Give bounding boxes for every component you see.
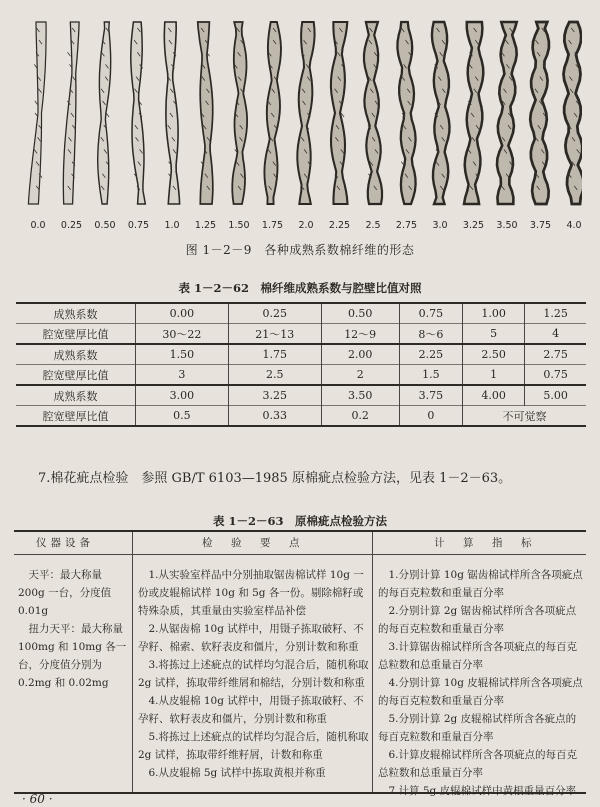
- row-label: 成熟系数: [16, 303, 136, 324]
- index-item: 5.分别计算 2g 皮辊棉试样所含各疵点的每百克粒数和重量百分率: [378, 713, 577, 743]
- fiber-shape: [497, 22, 517, 204]
- table-cell: 30～22: [136, 324, 229, 345]
- table63: [14, 530, 586, 797]
- table-cell: 3.75: [399, 385, 462, 406]
- index-item: 4.分别计算 10g 皮辊棉试样所含各项疵点的每百克粒数和重量百分率: [378, 677, 583, 707]
- table62: [16, 302, 586, 427]
- equipment-item: 天平：最大称量 200g 一台，分度值 0.01g: [18, 569, 112, 617]
- row-label: 成熟系数: [16, 344, 136, 365]
- table-cell: 不可觉察: [463, 406, 586, 427]
- table63-divider: [372, 532, 373, 792]
- fiber-shape: [232, 22, 247, 204]
- table-cell: 0.50: [321, 303, 399, 324]
- fiber-label: 1.75: [261, 220, 284, 231]
- table-cell: 0: [399, 406, 462, 427]
- table63-header: [14, 532, 586, 555]
- index-item: 2.分别计算 2g 锯齿棉试样所含各项疵点的每百克粒数和重量百分率: [378, 605, 577, 635]
- table-cell: 2.5: [228, 365, 321, 386]
- row-label: 成熟系数: [16, 385, 136, 406]
- fiber-shape: [364, 22, 382, 204]
- table-cell: 2.50: [463, 344, 525, 365]
- maturity-row: [16, 344, 586, 365]
- table-cell: 21～13: [228, 324, 321, 345]
- fiber-label: 0.75: [127, 220, 150, 231]
- fiber-shape: [264, 22, 281, 204]
- table63-header-indices: 计 算 指 标: [434, 537, 536, 549]
- table63-col-indices: [378, 566, 584, 800]
- point-item: 3.将拣过上述疵点的试样均匀混合后，随机称取 2g 试样，拣取带纤维屑和棉结，分别计数和称重: [138, 659, 369, 689]
- index-item: 7.计算 5g 皮辊棉试样中黄根重量百分率: [388, 785, 577, 797]
- table63-col-equipment: [18, 566, 130, 692]
- table-cell: 3.25: [228, 385, 321, 406]
- table-cell: 0.25: [228, 303, 321, 324]
- maturity-row: [16, 303, 586, 324]
- section7-text: 7.棉花疵点检验 参照 GB/T 6103—1985 原棉疵点检验方法，见表 1－2－63。: [38, 471, 512, 486]
- point-item: 5.将拣过上述疵点的试样均匀混合后，随机称取 2g 试样，拣取带纤维籽屑，计数和称重: [138, 731, 369, 761]
- point-item: 4.从皮辊棉 10g 试样中，用镊子拣取破籽、不孕籽、软籽表皮和僵片，分别计数和称重: [138, 695, 364, 725]
- fiber-label: 0.0: [30, 220, 46, 231]
- index-item: 1.分别计算 10g 锯齿棉试样所含各项疵点的每百克粒数和重量百分率: [378, 569, 583, 599]
- table-cell: 3: [136, 365, 229, 386]
- row-label: 腔宽壁厚比值: [16, 365, 136, 386]
- fiber-shape: [564, 22, 583, 204]
- fiber-label: 3.25: [462, 220, 485, 231]
- table-cell: 4: [525, 324, 586, 345]
- table-cell: 5.00: [525, 385, 586, 406]
- table63-divider: [132, 532, 133, 792]
- fiber-label: 1.25: [194, 220, 217, 231]
- row-label: 腔宽壁厚比值: [16, 324, 136, 345]
- table-cell: 0.2: [321, 406, 399, 427]
- fiber-shape: [397, 22, 415, 204]
- fiber-label: 1.50: [228, 220, 250, 231]
- table-cell: 0.5: [136, 406, 229, 427]
- table63-header-equipment: 仪器设备: [36, 537, 94, 549]
- index-item: 3.计算锯齿棉试样所含各项疵点的每百克总粒数和总重量百分率: [378, 641, 578, 671]
- point-item: 6.从皮辊棉 5g 试样中拣取黄根并称重: [148, 767, 326, 779]
- table-cell: 2: [321, 365, 399, 386]
- fiber-label: 1.0: [164, 220, 180, 231]
- fiber-shape: [432, 22, 450, 204]
- equipment-item: 扭力天平：最大称量 100mg 和 10mg 各一台，分度值分别为 0.2mg 和 0.02mg: [18, 623, 127, 689]
- fiber-label: 3.0: [432, 220, 448, 231]
- fiber-label: 0.25: [60, 220, 83, 231]
- maturity-row: [16, 385, 586, 406]
- table-cell: 3.00: [136, 385, 229, 406]
- fiber-shape: [464, 22, 483, 204]
- table-cell: 0.00: [136, 303, 229, 324]
- fiber-label: 2.75: [395, 220, 418, 231]
- table-cell: 12～9: [321, 324, 399, 345]
- table-cell: 2.75: [525, 344, 586, 365]
- table-cell: 1.25: [525, 303, 586, 324]
- table-cell: 1: [463, 365, 525, 386]
- figure-caption: 图 1－2－9 各种成熟系数棉纤维的形态: [185, 243, 415, 257]
- table-cell: 1.00: [463, 303, 525, 324]
- table63-title: 表 1－2－63 原棉疵点检验方法: [212, 514, 387, 528]
- page-number: · 60 ·: [22, 792, 53, 806]
- table-cell: 2.25: [399, 344, 462, 365]
- table-cell: 1.5: [399, 365, 462, 386]
- fiber-shape: [331, 22, 348, 204]
- fiber-shape: [198, 22, 213, 204]
- fiber-label: 2.0: [298, 220, 314, 231]
- fiber-shape: [131, 22, 146, 204]
- fiber-shape: [164, 22, 179, 204]
- table63-header-points: 检 验 要 点: [202, 537, 304, 549]
- fiber-label: 2.5: [365, 220, 381, 231]
- fiber-drawing: [22, 14, 582, 238]
- fiber-label: 0.50: [94, 220, 116, 231]
- table-cell: 1.75: [228, 344, 321, 365]
- point-item: 1.从实验室样品中分别抽取锯齿棉试样 10g 一份或皮辊棉试样 10g 和 5g 各一份。剔除棉籽或特殊杂质，其重量由实验室样品补偿: [138, 569, 364, 617]
- table-cell: 0.75: [525, 365, 586, 386]
- table-cell: 2.00: [321, 344, 399, 365]
- ratio-row: [16, 406, 586, 427]
- row-label: 腔宽壁厚比值: [16, 406, 136, 427]
- fiber-shape: [28, 22, 46, 204]
- ratio-row: [16, 324, 586, 345]
- fiber-label: 3.75: [529, 220, 552, 231]
- fiber-label: 4.0: [566, 220, 582, 231]
- table-cell: 3.50: [321, 385, 399, 406]
- table-cell: 0.75: [399, 303, 462, 324]
- point-item: 2.从锯齿棉 10g 试样中，用镊子拣取破籽、不孕籽、棉索、软籽表皮和僵片，分别计数和称重: [138, 623, 364, 653]
- table63-col-points: [138, 566, 370, 782]
- index-item: 6.计算皮辊棉试样所含各项疵点的每百克总粒数和总重量百分率: [378, 749, 578, 779]
- fiber-shape: [530, 22, 549, 204]
- fiber-label: 3.50: [496, 220, 518, 231]
- table-cell: 0.33: [228, 406, 321, 427]
- table-cell: 1.50: [136, 344, 229, 365]
- table-cell: 8～6: [399, 324, 462, 345]
- table-cell: 5: [463, 324, 525, 345]
- fiber-label: 2.25: [328, 220, 351, 231]
- fiber-figure: [22, 14, 582, 238]
- table62-title: 表 1－2－62 棉纤维成熟系数与腔壁比值对照: [178, 281, 422, 295]
- table-cell: 4.00: [463, 385, 525, 406]
- ratio-row: [16, 365, 586, 386]
